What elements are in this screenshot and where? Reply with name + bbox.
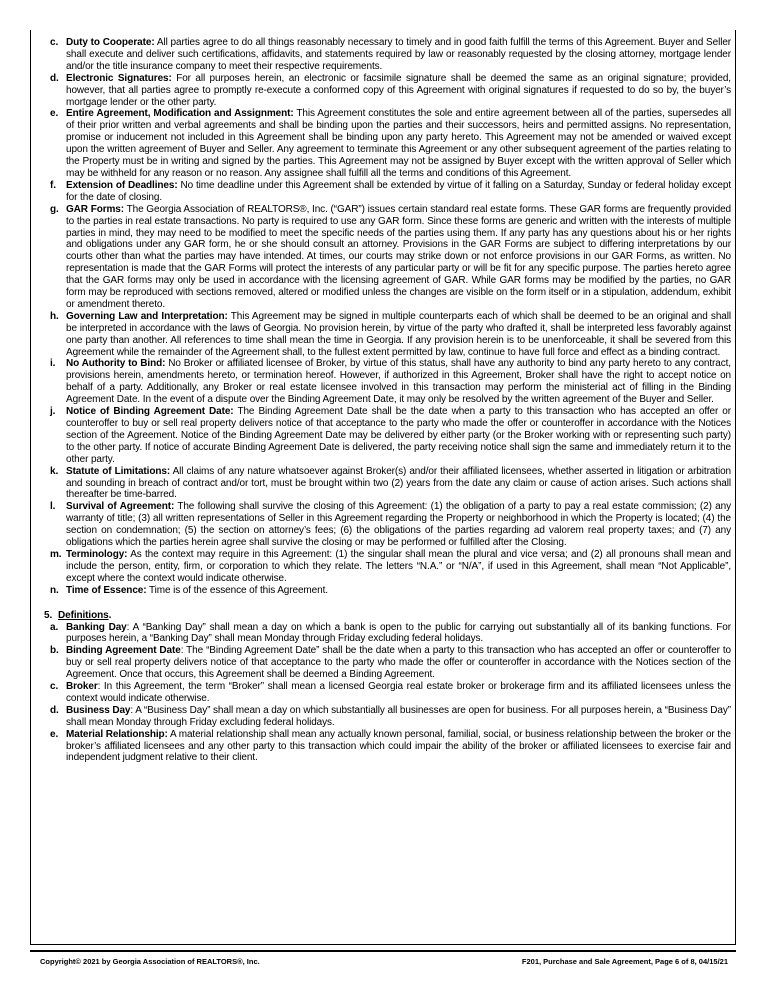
item-marker: c.	[50, 37, 59, 48]
item-marker: b.	[50, 645, 59, 657]
item-title: Electronic Signatures:	[66, 72, 172, 84]
item-marker: d.	[50, 704, 59, 716]
item-title: No Authority to Bind:	[66, 358, 166, 370]
item-title: Notice of Binding Agreement Date:	[66, 406, 234, 418]
item-title: Broker	[66, 681, 98, 693]
section-heading	[41, 610, 731, 622]
item-title: Entire Agreement, Modification and Assignment:	[66, 108, 294, 120]
item-marker: e.	[50, 108, 59, 120]
item-marker: m.	[50, 548, 62, 560]
item-text: The Georgia Association of REALTORS®, Inc. (“GAR”) issues certain standard real estate forms. These GAR forms are frequently provided to the parties in real estate transactions. No party is required to use any GAR form. Since these forms are generic and written with the interests of multiple parties in mind, they may need to be modified to meet the specific needs of the parties using them. If any party has any questions about his or her rights and obligations under any GAR form, he or she should consult an attorney. Provisions in the GAR Forms are subject to differing interpretations by our courts other than what the parties may have intended. At times, our courts may strike down or not enforce provisions in our GAR Forms, as written. No representation is made that the GAR Forms will protect the interests of any particular party or will be fit for any specific purpose. The parties hereto agree that the GAR forms may only be used in accordance with the licensing agreement of GAR. While GAR forms may be modified by the parties, no GAR form may be reproduced with sections removed, altered or modified unless the changes are visible on the form itself or in a stipulation, addendum, exhibit or amendment thereto.	[66, 203, 731, 310]
item-text: No time deadline under this Agreement shall be extended by virtue of it falling on a Saturday, Sunday or federal holiday except for the date of closing.	[66, 179, 731, 203]
list-item	[41, 681, 731, 705]
item-marker: d.	[50, 72, 59, 84]
list-item	[41, 73, 731, 109]
item-marker: l.	[50, 501, 56, 513]
list-item	[41, 180, 731, 204]
definitions-list	[41, 622, 731, 765]
item-text: All claims of any nature whatsoever against Broker(s) and/or their affiliated licensees, whether asserted in litigation or arbitration and sounding in breach of contract and/or tort, must be brought within two (2) years from the date any claim or cause of action arises. Such actions shall thereafter be time-barred.	[66, 465, 731, 501]
item-text: Time is of the essence of this Agreement.	[146, 584, 328, 596]
list-item	[41, 729, 731, 765]
miscellaneous-list	[41, 37, 731, 597]
item-marker: h.	[50, 310, 59, 322]
item-title: Terminology:	[66, 548, 128, 560]
item-marker: i.	[50, 358, 56, 370]
item-title: Material Relationship:	[66, 728, 168, 740]
list-item	[41, 311, 731, 359]
list-item	[41, 645, 731, 681]
item-marker: j.	[50, 406, 56, 418]
item-marker: k.	[50, 465, 59, 477]
item-text: : A “Business Day” shall mean a day on which substantially all businesses are open for business. For all purposes herein, a “Business Day” shall mean Monday through Friday excluding federal holidays.	[66, 704, 732, 728]
item-title: Governing Law and Interpretation:	[66, 310, 228, 322]
item-title: Time of Essence:	[66, 584, 147, 596]
item-text: The following shall survive the closing of this Agreement: (1) the obligation of a party to pay a real estate commission; (2) any warranty of title; (3) all written representations of Seller in this Agreement regarding the Property or neighborhood in which the Property is located; (4) the section on condemnation; (5) the section on attorney’s fees; (6) the obligations of the parties regarding ad valorem real property taxes; and (7) any obligations which the parties herein agree shall survive the closing or may be performed or fulfilled after the Closing.	[66, 501, 731, 549]
section-title: Definitions	[58, 609, 109, 621]
item-text: : In this Agreement, the term “Broker” shall mean a licensed Georgia real estate broker or brokerage firm and its affiliated licensees unless the context would indicate otherwise.	[66, 681, 731, 704]
item-marker: a.	[50, 621, 59, 633]
page-content	[41, 37, 731, 764]
item-title: Statute of Limitations:	[66, 465, 171, 477]
item-marker: n.	[50, 584, 59, 596]
item-marker: c.	[50, 681, 59, 693]
item-text: As the context may require in this Agreement: (1) the singular shall mean the plural and vice versa; and (2) all pronouns shall mean and include the person, entity, firm, or corporation to which they relate. The letters “N.A.” or “N/A”, if used in this Agreement, shall mean “Not Applicable”, except where the context would indicate otherwise.	[66, 548, 731, 584]
page-frame	[30, 30, 736, 945]
item-text: This Agreement may be signed in multiple counterparts each of which shall be deemed to be an original and shall be interpreted in accordance with the laws of Georgia. No provision herein, by virtue of the party who drafted it, shall be interpreted less favorably against one party than another. All references to time shall mean the time in Georgia. If any provision herein is to be unenforceable, it shall be severed from this Agreement while the remainder of the Agreement shall, to the fullest extent permitted by law, continue to have full force and effect as a binding contract.	[66, 310, 731, 358]
item-title: Business Day	[66, 704, 131, 716]
list-item	[41, 585, 731, 597]
item-marker: g.	[50, 203, 59, 215]
item-text: A material relationship shall mean any actually known personal, familial, social, or business relationship between the broker or the broker’s affiliated licensees and any other party to this transaction which could impair the ability of the broker or affiliated licensees to exercise fair and independent judgment relative to their client.	[66, 728, 731, 764]
item-marker: f.	[50, 179, 56, 191]
list-item	[41, 204, 731, 311]
item-title: GAR Forms:	[66, 203, 124, 215]
item-title: Extension of Deadlines:	[66, 179, 178, 191]
section-title-end: .	[108, 609, 112, 621]
copyright-notice: Copyright© 2021 by Georgia Association of REALTORS®, Inc.	[40, 957, 260, 966]
page-footer	[30, 950, 736, 970]
item-text: The Binding Agreement Date shall be the date when a party to this transaction who has accepted an offer or counteroffer to buy or sell real property delivers notice of that acceptance to the party who made the offer or counteroffer in accordance with the Notices section of the Agreement. Notice of the Binding Agreement Date may be delivered by either party (or the Broker working with or representing such party) to the other party. If notice of accurate Binding Agreement Date is delivered, the party receiving notice shall sign the same and immediately return it to the other party.	[66, 406, 731, 465]
list-item	[41, 466, 731, 502]
item-marker: e.	[50, 728, 59, 740]
item-text: This Agreement constitutes the sole and entire agreement between all of the parties, supersedes all of their prior written and verbal agreements and shall be binding upon the parties and their successors, heirs and permitted assigns. No representation, promise or inducement not included in this Agreement shall be binding upon any party hereto. This Agreement may not be amended or waived except upon the written agreement of Buyer and Seller. Any agreement to terminate this Agreement or any other subsequent agreement of the parties relating to the Property must be in writing and signed by the parties. This Agreement may not be assigned by Buyer except with the written approval of Seller which may be withheld for any reason or no reason. Any assignee shall fulfill all the terms and conditions of this Agreement.	[66, 108, 731, 179]
list-item	[41, 108, 731, 179]
list-item	[41, 622, 731, 646]
list-item	[41, 549, 731, 585]
item-title: Survival of Agreement:	[66, 501, 175, 513]
list-item	[41, 501, 731, 549]
form-info: F201, Purchase and Sale Agreement, Page 6 of 8, 04/15/21	[521, 957, 728, 966]
item-title: Banking Day	[66, 621, 127, 633]
item-text: No Broker or affiliated licensee of Broker, by virtue of this status, shall have any authority to bind any party hereto to any contract, provisions herein, amendments hereto, or termination hereof. However, if authorized in this Agreement, Broker shall have the right to accept notice on behalf of a party. Additionally, any Broker or real estate licensee involved in this transaction may perform the ministerial act of filling in the Binding Agreement Date. In the event of a dispute over the Binding Agreement Date, it may only be resolved by the written agreement of the Buyer and Seller.	[66, 358, 731, 406]
list-item	[41, 37, 731, 73]
item-text: : The “Binding Agreement Date” shall be the date when a party to this transaction who has accepted an offer or counteroffer to buy or sell real property delivers notice of that acceptance to the party who made the offer or counteroffer in accordance with the Notices section of the Agreement. Once that occurs, this Agreement shall be deemed a Binding Agreement.	[66, 645, 731, 681]
item-text: All parties agree to do all things reasonably necessary to timely and in good faith fulfill the terms of this Agreement. Buyer and Seller shall execute and deliver such certifications, affidavits, and statements required by law or reasonably requested by the closing attorney, mortgage lender and/or the title insurance company to meet their respective requirements.	[66, 37, 732, 72]
list-item	[41, 406, 731, 466]
item-title: Duty to Cooperate:	[66, 37, 155, 48]
list-item	[41, 705, 731, 729]
list-item	[41, 358, 731, 406]
section-number: 5.	[44, 609, 53, 621]
item-text: For all purposes herein, an electronic or facsimile signature shall be deemed the same as an original signature; provided, however, that all parties agree to promptly re-execute a conformed copy of this Agreement with original signatures if requested to do so by, the buyer’s mortgage lender or the other party.	[66, 72, 731, 108]
item-title: Binding Agreement Date	[66, 645, 181, 657]
item-text: : A “Banking Day” shall mean a day on which a bank is open to the public for carrying out substantially all of its banking functions. For purposes herein, a “Banking Day” shall mean Monday through Friday excluding federal holidays.	[66, 621, 731, 645]
